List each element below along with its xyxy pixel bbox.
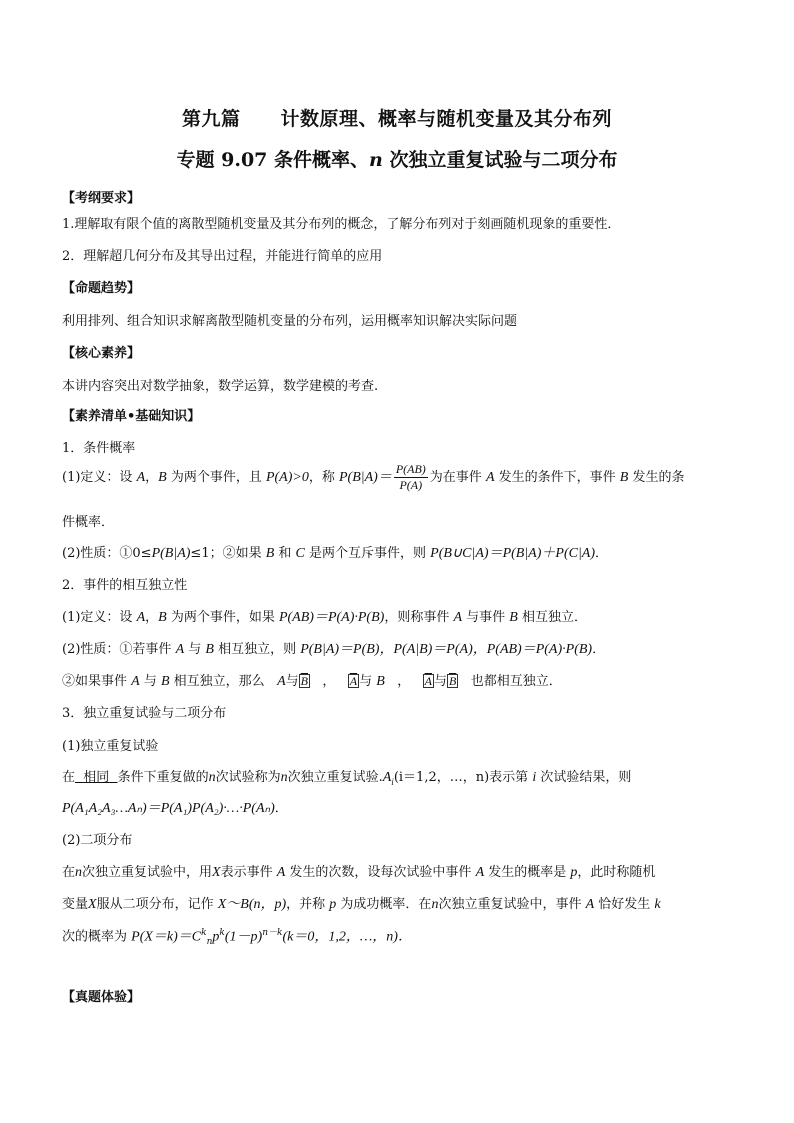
complement-b-box-2: $\overline{B}$ — [449, 674, 457, 688]
q3-paragraph-1: 在 相同 条件下重复做的n次试验称为n次独立重复试验$.A_i(i=1,2$，…，n)表示第 i 次试验结果，则 — [62, 770, 632, 787]
q1-definition: (1)定义：设 A，B 为两个事件，且 P(A)>0，称 P(B|A)＝ $\frac{P(AB)}{P(A)}$ 为在事件 A 发生的条件下，事件 B 发生的条 — [62, 462, 685, 492]
section-zhenti: 【真题体验】 — [62, 990, 141, 1005]
complement-b-box: $\overline{B}$ — [300, 674, 308, 688]
kaogang-item-1: 1.理解取有限个值的离散型随机变量及其分布列的概念，了解分布列对于刻画随机现象的重要性． — [62, 217, 621, 232]
chapter-title — [0, 104, 794, 131]
subject-label: 计数原理、概率与随机变量及其分布列 — [280, 108, 613, 130]
q3-binomial-formula: 次的概率为 $P(X=k)=C^k_np^k(1-p)^{n-k}(k=0$，1,2，…，n)． — [62, 928, 412, 947]
q1-definition-cont: 件概率． — [62, 515, 115, 530]
q2-corollary: ②如果事件 A 与 B 相互独立，那么 A与 $\overline{B}$ ， $\overline{A}$ 与 B ， $\overline{A}$ 与 $\overline{B}$ 也都相互独立． — [62, 674, 562, 689]
q1-property: (2)性质：①0≤P(B|A)≤1；②如果 B 和 C 是两个互斥事件，则 P(B∪C|A)＝P(B|A)＋P(C|A)． — [62, 546, 609, 561]
q3-paragraph-2: 在n次独立重复试验中，用X表示事件 A 发生的次数，设每次试验中事件 A 发生的概率是 p，此时称随机 — [62, 865, 656, 880]
complement-a-box: $\overline{A}$ — [349, 674, 358, 688]
q2-heading: 2．事件的相互独立性 — [62, 578, 188, 593]
part-label: 第九篇 — [181, 108, 241, 130]
q2-property: (2)性质：①若事件 A 与 B 相互独立，则 P(B|A)＝P(B)，P(A|B)＝P(A)，P(AB)＝P(A)·P(B)． — [62, 642, 606, 657]
section-kaogang: 【考纲要求】 — [62, 191, 141, 206]
section-qingdan: 【素养清单•基础知识】 — [62, 409, 201, 424]
q1-heading: 1．条件概率 — [62, 441, 136, 456]
topic-title: 专题 9.07 条件概率、n 次独立重复试验与二项分布 — [176, 149, 618, 171]
kaogang-item-2: 2．理解超几何分布及其导出过程，并能进行简单的应用 — [62, 249, 383, 264]
q3-sub1: (1)独立重复试验 — [62, 739, 159, 754]
mingti-text: 利用排列、组合知识求解离散型随机变量的分布列，运用概率知识解决实际问题 — [62, 314, 518, 329]
q2-definition: (1)定义：设 A，B 为两个事件，如果 P(AB)＝P(A)·P(B)，则称事件 A 与事件 B 相互独立． — [62, 610, 587, 625]
section-hexin: 【核心素养】 — [62, 346, 141, 361]
section-mingti: 【命题趋势】 — [62, 281, 141, 296]
q3-formula-1: P(A₁A₂A₃…Aₙ)＝P(A₁)P(A₂)·…·P(Aₙ)． — [62, 801, 288, 816]
conditional-probability-fraction: $\frac{P(AB)}{P(A)}$ — [395, 462, 426, 492]
q3-paragraph-3: 变量X服从二项分布，记作 X～B(n，p)，并称 p 为成功概率．在n次独立重复试验中，事件 A 恰好发生 k — [62, 897, 661, 912]
complement-a-box-2: $\overline{A}$ — [424, 674, 432, 688]
q3-sub2: (2)二项分布 — [62, 833, 133, 848]
q3-heading: 3．独立重复试验与二项分布 — [62, 706, 227, 721]
hexin-text: 本讲内容突出对数学抽象，数学运算，数学建模的考查. — [62, 379, 379, 394]
